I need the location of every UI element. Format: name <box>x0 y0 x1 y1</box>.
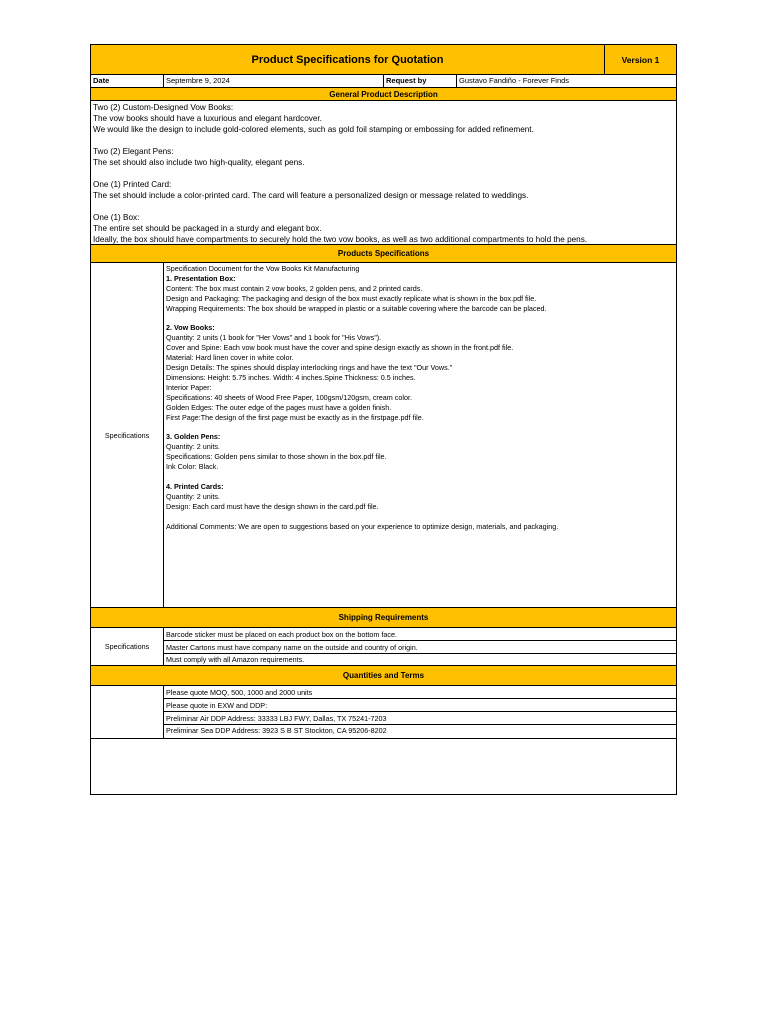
request-by-value: Gustavo Fandiño - Forever Finds <box>459 76 570 85</box>
spec-line: Specification Document for the Vow Books Kit Manufacturing <box>166 264 360 273</box>
spec-line: Dimensions: Height: 5.75 inches. Width: 4 inches.Spine Thickness: 0.5 inches. <box>166 372 416 382</box>
shipping-spec-label: Specifications <box>91 628 164 665</box>
quantities-line: Preliminar Sea DDP Address: 3923 S B ST Stockton, CA 95206-8202 <box>166 726 387 735</box>
quantities-terms-title: Quantities and Terms <box>342 671 425 680</box>
spec-line: Quantity: 2 units. <box>166 491 220 501</box>
description-line: One (1) Box: <box>93 213 140 222</box>
quantities-content <box>164 686 676 738</box>
products-specifications-heading <box>91 245 676 263</box>
date-value: Septembre 9, 2024 <box>164 75 384 87</box>
products-spec-content <box>164 263 676 607</box>
request-by-label: Request by <box>384 75 457 87</box>
shipping-line: Barcode sticker must be placed on each product box on the bottom face. <box>164 628 676 641</box>
spec-line: Ink Color: Black. <box>166 462 219 472</box>
description-line: The set should include a color-printed card. The card will feature a personalized design or message related to weddings. <box>93 191 529 200</box>
description-line: The entire set should be packaged in a sturdy and elegant box. <box>93 224 322 233</box>
spec-section-heading: 4. Printed Cards: <box>166 481 224 491</box>
spec-section-heading: 3. Golden Pens: <box>166 432 221 442</box>
spec-line: Cover and Spine: Each vow book must have the cover and spine design exactly as shown in the front.pdf file. <box>166 343 514 353</box>
general-description-heading <box>91 88 676 101</box>
spec-line: Quantity: 2 units (1 book for "Her Vows" and 1 book for "His Vows"). <box>166 333 382 343</box>
version-label: Version 1 <box>621 54 660 65</box>
general-description-body <box>91 101 676 245</box>
shipping-requirements-body <box>91 628 676 666</box>
spec-section-heading: 2. Vow Books: <box>166 323 215 333</box>
spec-line: Interior Paper: <box>166 382 212 392</box>
date-label: Date <box>91 75 164 87</box>
shipping-spec-content <box>164 628 676 665</box>
spec-line: Material: Hard linen cover in white color. <box>166 353 294 363</box>
spec-line: Quantity: 2 units. <box>166 442 220 452</box>
description-line: Ideally, the box should have compartments to securely hold the two vow books, as well as two additional compartments to hold the pens. <box>93 235 588 244</box>
description-line: Two (2) Elegant Pens: <box>93 147 174 156</box>
quantities-label-cell <box>91 686 164 738</box>
description-line: We would like the design to include gold-colored elements, such as gold foil stamping or embossing for added refinement. <box>93 125 534 134</box>
spec-line: Design and Packaging: The packaging and design of the box must exactly replicate what is shown in the box.pdf file. <box>166 293 537 303</box>
spec-section-heading: 1. Presentation Box: <box>166 273 236 283</box>
description-line: Two (2) Custom-Designed Vow Books: <box>93 103 234 112</box>
shipping-line: Must comply with all Amazon requirements. <box>166 655 305 664</box>
spec-line: Specifications: Golden pens similar to those shown in the box.pdf file. <box>166 452 387 462</box>
spec-line: Specifications: 40 sheets of Wood Free Paper, 100gsm/120gsm, cream color. <box>166 392 412 402</box>
description-line: One (1) Printed Card: <box>93 180 172 189</box>
quantities-terms-heading <box>91 666 676 686</box>
products-specifications-body <box>91 263 676 608</box>
description-line: The vow books should have a luxurious and elegant hardcover. <box>93 114 322 123</box>
shipping-requirements-title: Shipping Requirements <box>338 613 429 622</box>
quantities-line: Please quote MOQ, 500, 1000 and 2000 units <box>164 686 676 699</box>
quantities-line: Preliminar Air DDP Address: 33333 LBJ FWY, Dallas, TX 75241-7203 <box>164 712 676 725</box>
quantities-line: Please quote in EXW and DDP: <box>164 699 676 712</box>
spec-line: Wrapping Requirements: The box should be wrapped in plastic or a suitable covering where the barcode can be placed. <box>166 303 547 313</box>
spec-line: Content: The box must contain 2 vow books, 2 golden pens, and 2 printed cards. <box>166 283 423 293</box>
title-row <box>91 45 676 75</box>
description-line: The set should also include two high-quality, elegant pens. <box>93 158 305 167</box>
quantities-terms-body <box>91 686 676 739</box>
products-specifications-title: Products Specifications <box>337 249 430 258</box>
meta-row <box>91 75 676 88</box>
empty-notes-area <box>91 739 676 794</box>
spec-line: Additional Comments: We are open to suggestions based on your experience to optimize design, materials, and packaging. <box>166 521 559 531</box>
spec-line: Design: Each card must have the design shown in the card.pdf file. <box>166 501 379 511</box>
shipping-line: Master Cartons must have company name on the outside and country of origin. <box>164 641 676 654</box>
spec-line: Golden Edges: The outer edge of the pages must have a golden finish. <box>166 402 392 412</box>
quotation-sheet <box>90 44 677 795</box>
page-title: Product Specifications for Quotation <box>91 45 605 74</box>
general-description-title: General Product Description <box>329 89 438 99</box>
spec-line: First Page:The design of the first page must be exactly as in the firstpage.pdf file. <box>166 412 424 422</box>
products-spec-label: Specifications <box>91 263 164 607</box>
spec-line: Design Details: The spines should display interlocking rings and have the text "Our Vows." <box>166 363 453 373</box>
shipping-requirements-heading <box>91 608 676 628</box>
